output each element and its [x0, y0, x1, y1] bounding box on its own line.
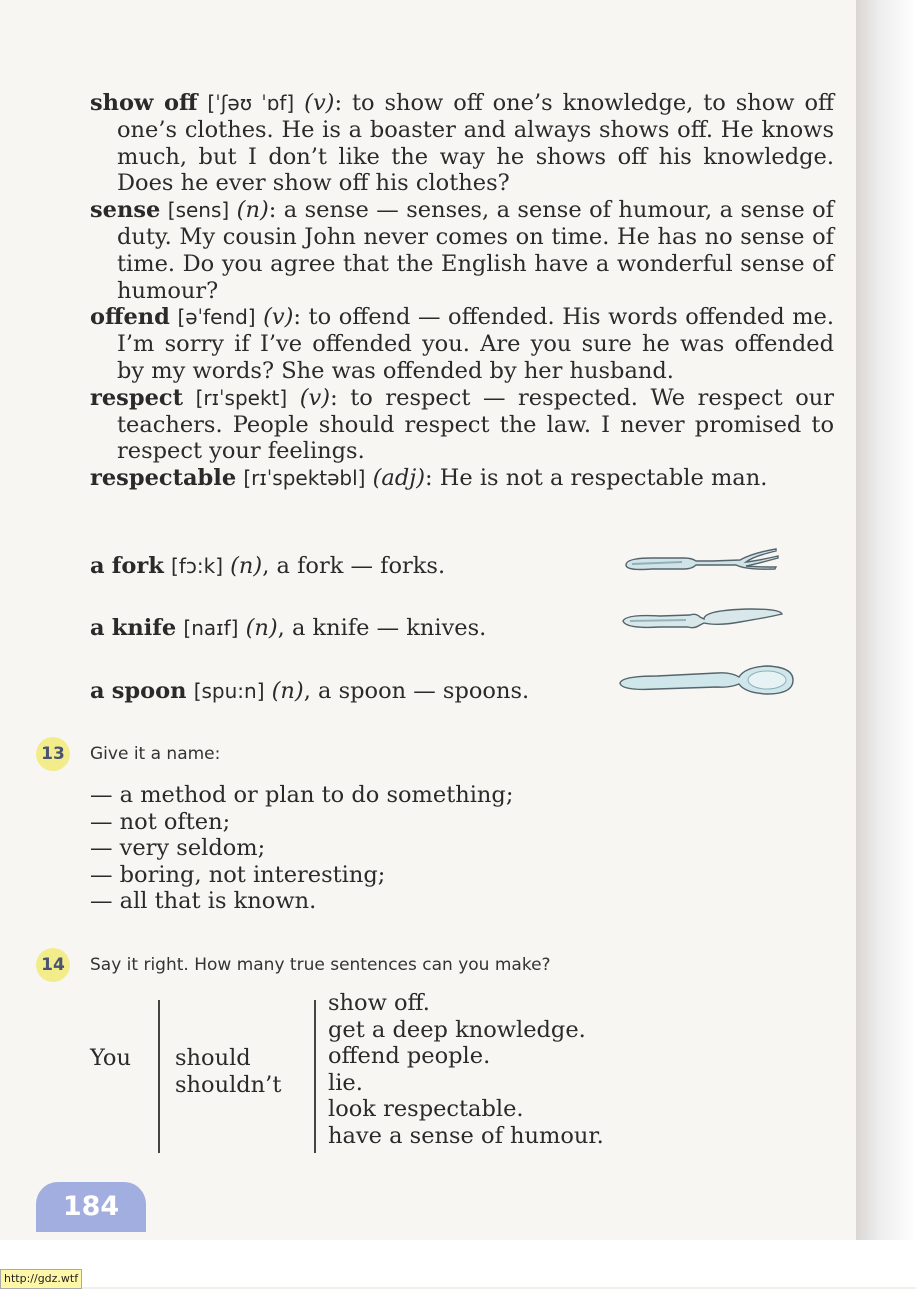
table-cell: look respectable. — [328, 1096, 524, 1123]
table-divider — [314, 1000, 316, 1153]
vocab-entry-show-off — [90, 90, 834, 197]
table-cell: should — [175, 1045, 251, 1071]
article: a — [90, 615, 105, 641]
part-of-speech: (v) — [299, 384, 331, 411]
knife-icon — [620, 605, 786, 635]
cutlery-entry-knife — [90, 614, 610, 642]
list-item: — boring, not interesting; — [90, 861, 386, 888]
definition: : to respect — respected. We respect our teachers. People should respect the law. I never promised to respect your feelings. — [117, 384, 835, 465]
transcription: [əˈfend] — [177, 305, 256, 330]
table-cell: shouldn’t — [175, 1071, 282, 1098]
cutlery-entry-spoon — [90, 677, 610, 705]
transcription: [fɔ:k] — [171, 554, 223, 578]
part-of-speech: (v) — [263, 304, 294, 331]
table-col-phrase — [328, 990, 604, 1150]
exercise-13-list — [90, 782, 513, 915]
transcription: [rɪˈspekt] — [195, 385, 288, 410]
page-edge-shadow — [856, 0, 916, 1240]
headword: fork — [111, 553, 164, 579]
definition: , a fork — forks. — [262, 553, 446, 579]
definition: : to show off one’s knowledge, to show off one’s clothes. He is a boaster and always shows off. He knows much, but I don’t like the way he shows off his knowledge. Does he ever show off his clothes? — [117, 90, 835, 197]
list-item: — a method or plan to do something; — [90, 782, 514, 808]
table-cell: have a sense of humour. — [328, 1122, 604, 1149]
table-col-modal — [175, 1045, 281, 1098]
exercise-14-instruction: Say it right. How many true sentences can you make? — [90, 955, 551, 975]
headword: show off — [90, 90, 198, 116]
transcription: [naɪf] — [183, 616, 239, 640]
headword: spoon — [111, 678, 187, 704]
list-item: — not often; — [90, 808, 231, 835]
definition: , a spoon — spoons. — [303, 678, 530, 704]
vocab-entry-respectable — [90, 465, 834, 492]
list-item: — very seldom; — [90, 835, 266, 862]
definition: , a knife — knives. — [277, 615, 487, 641]
vocab-entry-offend — [90, 304, 834, 384]
table-cell: offend people. — [328, 1043, 491, 1070]
definition: : a sense — senses, a sense of humour, a sense of duty. My cousin John never comes on time. He has no sense of time. Do you agree that the English have a wonderful sense of humour? — [117, 197, 835, 304]
headword: offend — [90, 304, 170, 331]
exercise-14-badge: 14 — [36, 948, 70, 982]
transcription: [rɪˈspektəbl] — [243, 466, 366, 491]
table-cell: lie. — [328, 1069, 363, 1096]
transcription: [ˈʃəʊ ˈɒf] — [207, 91, 295, 115]
table-cell: show off. — [328, 990, 430, 1016]
table-divider — [158, 1000, 160, 1153]
table-cell: get a deep knowledge. — [328, 1016, 586, 1043]
headword: knife — [111, 615, 177, 641]
definition: : He is not a respectable man. — [425, 465, 768, 492]
part-of-speech: (n) — [230, 553, 263, 579]
transcription: [sens] — [167, 198, 230, 223]
list-item: — all that is known. — [90, 888, 317, 915]
exercise-13-badge: 13 — [36, 737, 70, 771]
fork-icon — [622, 543, 782, 575]
headword: respect — [90, 384, 183, 411]
page-bottom-margin — [0, 1240, 916, 1287]
exercise-13-instruction: Give it a name: — [90, 744, 221, 764]
article: a — [90, 553, 105, 579]
vocab-entry-sense — [90, 197, 834, 304]
part-of-speech: (v) — [304, 90, 335, 116]
headword: sense — [90, 197, 161, 224]
spoon-icon — [617, 663, 797, 699]
headword: respectable — [90, 465, 237, 492]
table-col-subject: You — [90, 1045, 131, 1071]
part-of-speech: (n) — [236, 197, 269, 224]
watermark-link[interactable]: http://gdz.wtf — [0, 1269, 82, 1289]
page-number-tab: 184 — [36, 1182, 146, 1232]
definition: : to offend — offended. His words offended me. I’m sorry if I’ve offended you. Are you sure he was offended by my words? She was offended by her husband. — [117, 304, 835, 384]
article: a — [90, 678, 105, 704]
part-of-speech: (n) — [271, 678, 304, 704]
cutlery-entry-fork — [90, 552, 610, 580]
transcription: [spu:n] — [193, 679, 265, 703]
part-of-speech: (adj) — [372, 465, 425, 492]
part-of-speech: (n) — [245, 615, 278, 641]
vocabulary-list — [90, 90, 834, 492]
vocab-entry-respect — [90, 385, 834, 465]
